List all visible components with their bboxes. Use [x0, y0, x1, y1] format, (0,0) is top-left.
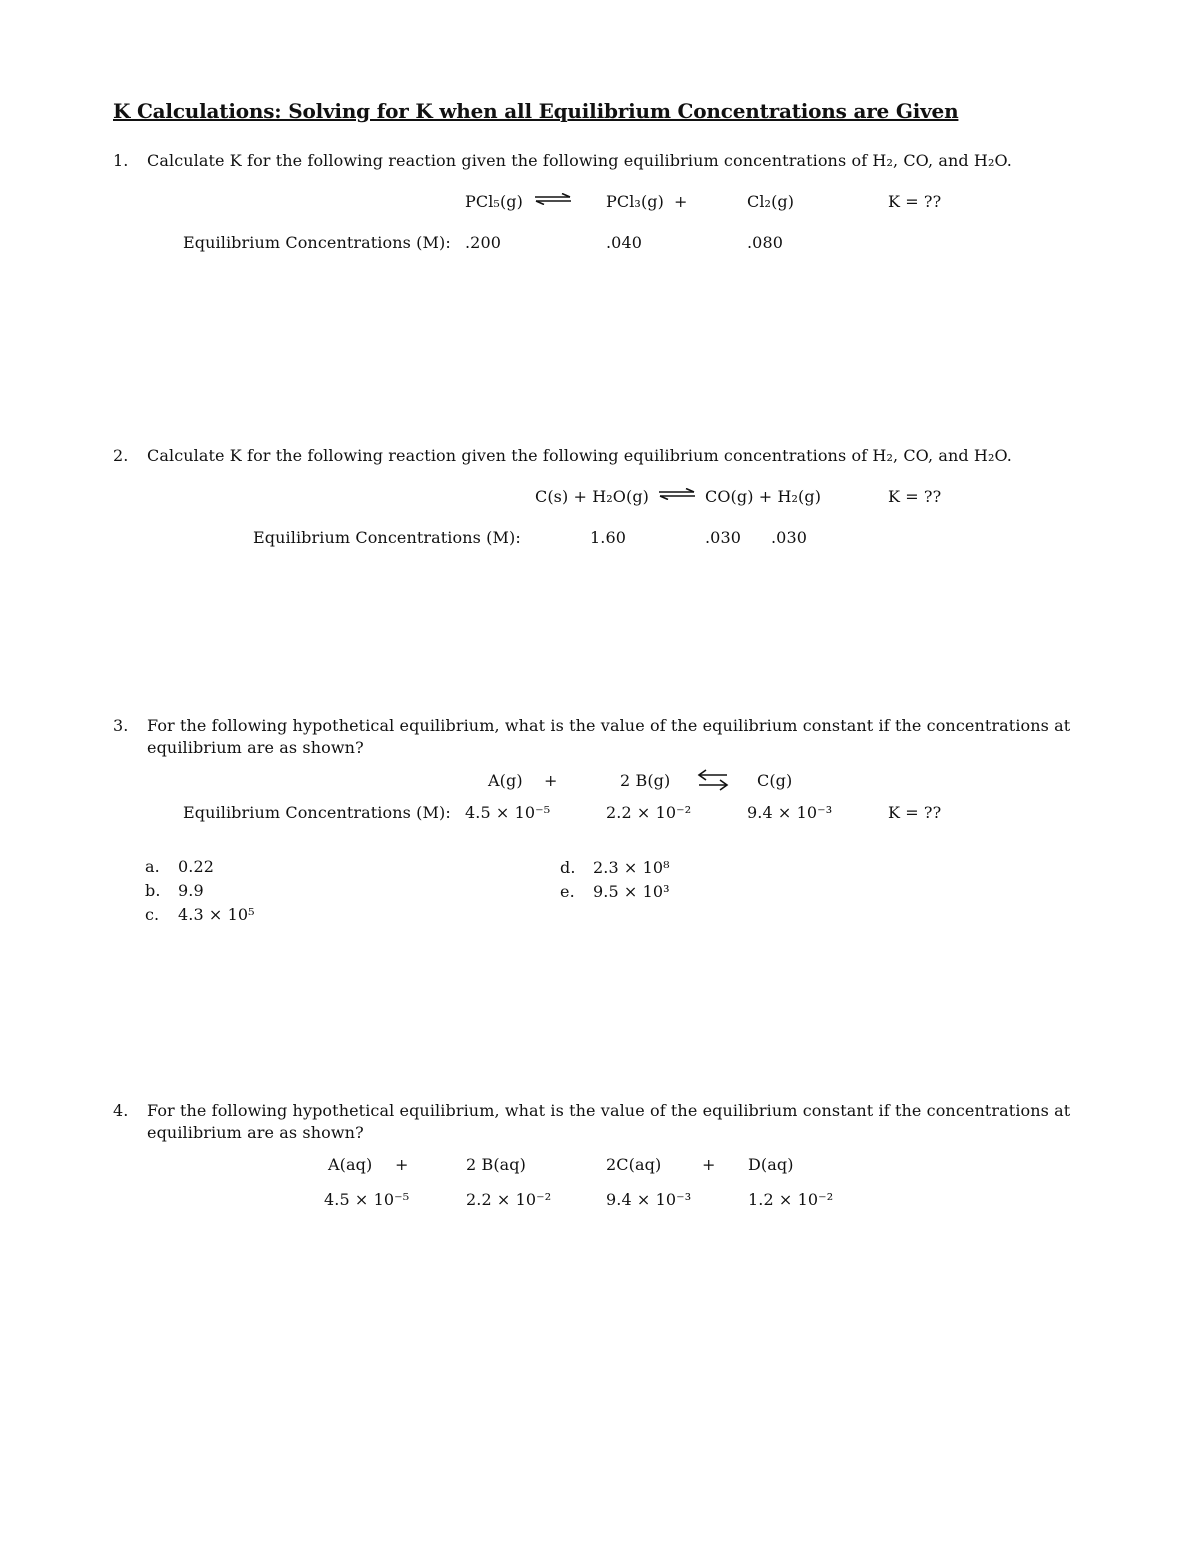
- concentration-value: 4.5 × 10⁻⁵: [465, 803, 551, 822]
- question-prompt: Calculate K for the following reaction given the following equilibrium concentrations of H₂, CO, and H₂O.: [147, 446, 1012, 465]
- concentration-value: .030: [771, 528, 808, 547]
- reactant-species: 2 B(aq): [466, 1155, 526, 1174]
- plus-sign: +: [544, 771, 558, 790]
- plus-sign: +: [674, 192, 688, 211]
- plus-sign: +: [702, 1155, 716, 1174]
- concentration-value: 2.2 × 10⁻²: [466, 1190, 552, 1209]
- question-number: 3.: [113, 716, 129, 735]
- concentration-value: 1.2 × 10⁻²: [748, 1190, 834, 1209]
- concentration-label: Equilibrium Concentrations (M):: [183, 803, 451, 822]
- choice-value: 9.9: [178, 881, 204, 900]
- equilibrium-arrow-icon: [534, 193, 572, 205]
- concentration-value: .030: [705, 528, 742, 547]
- concentration-value: .080: [747, 233, 784, 252]
- choice-value: 0.22: [178, 857, 215, 876]
- reactant-species: C(s) + H₂O(g): [535, 487, 650, 506]
- concentration-label: Equilibrium Concentrations (M):: [183, 233, 451, 252]
- concentration-label: Equilibrium Concentrations (M):: [253, 528, 521, 547]
- concentration-value: 2.2 × 10⁻²: [606, 803, 692, 822]
- reactant-species: A(g): [488, 771, 523, 790]
- concentration-value: .040: [606, 233, 643, 252]
- page-title: K Calculations: Solving for K when all Equilibrium Concentrations are Given: [113, 99, 959, 123]
- choice-value: 4.3 × 10⁵: [178, 905, 255, 924]
- k-unknown: K = ??: [888, 192, 942, 211]
- question-prompt: For the following hypothetical equilibrium, what is the value of the equilibrium constant if the concentrations at: [147, 716, 1071, 735]
- question-number: 4.: [113, 1101, 129, 1120]
- question-prompt: For the following hypothetical equilibrium, what is the value of the equilibrium constant if the concentrations at: [147, 1101, 1071, 1120]
- reactant-species: PCl₅(g): [465, 192, 523, 211]
- concentration-value: 1.60: [590, 528, 627, 547]
- concentration-value: .200: [465, 233, 502, 252]
- equilibrium-arrow-icon: [658, 488, 696, 500]
- k-unknown: K = ??: [888, 487, 942, 506]
- product-species: PCl₃(g): [606, 192, 664, 211]
- choice-letter: e.: [560, 882, 575, 901]
- product-species: Cl₂(g): [747, 192, 795, 211]
- question-prompt-continued: equilibrium are as shown?: [147, 738, 364, 757]
- reactant-species: 2 B(g): [620, 771, 671, 790]
- k-unknown: K = ??: [888, 803, 942, 822]
- product-species: C(g): [757, 771, 793, 790]
- choice-letter: b.: [145, 881, 161, 900]
- concentration-value: 9.4 × 10⁻³: [747, 803, 833, 822]
- product-species: D(aq): [748, 1155, 794, 1174]
- question-number: 1.: [113, 151, 129, 170]
- product-species: CO(g) + H₂(g): [705, 487, 822, 506]
- equilibrium-arrow-icon: [697, 769, 729, 791]
- choice-letter: c.: [145, 905, 160, 924]
- choice-letter: d.: [560, 858, 576, 877]
- question-prompt: Calculate K for the following reaction given the following equilibrium concentrations of H₂, CO, and H₂O.: [147, 151, 1012, 170]
- question-prompt-continued: equilibrium are as shown?: [147, 1123, 364, 1142]
- choice-letter: a.: [145, 857, 160, 876]
- concentration-value: 4.5 × 10⁻⁵: [324, 1190, 410, 1209]
- choice-value: 2.3 × 10⁸: [593, 858, 670, 877]
- concentration-value: 9.4 × 10⁻³: [606, 1190, 692, 1209]
- choice-value: 9.5 × 10³: [593, 882, 670, 901]
- question-number: 2.: [113, 446, 129, 465]
- reactant-species: A(aq): [328, 1155, 373, 1174]
- product-species: 2C(aq): [606, 1155, 662, 1174]
- plus-sign: +: [395, 1155, 409, 1174]
